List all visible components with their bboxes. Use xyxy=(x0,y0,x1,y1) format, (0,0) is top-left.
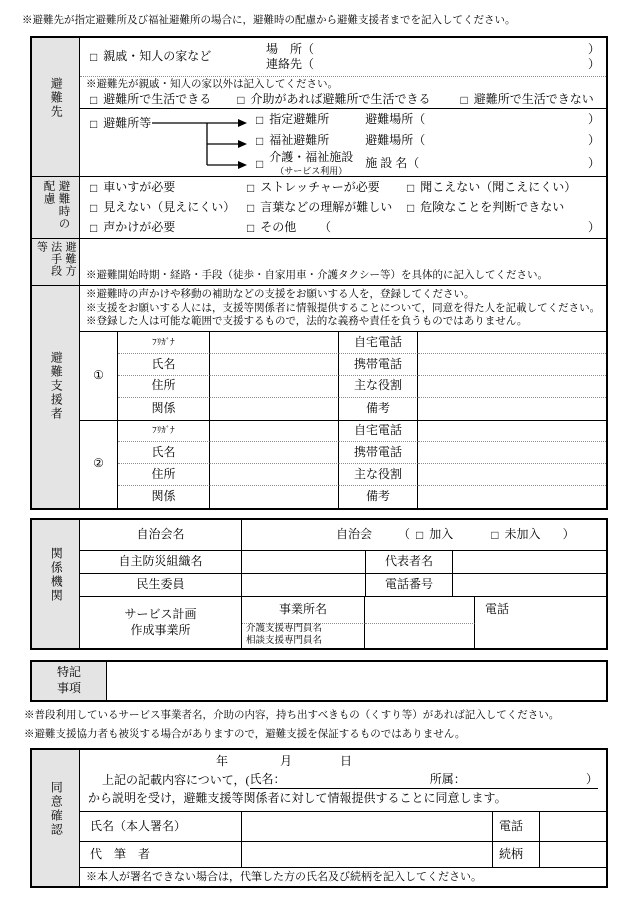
facility-paren-close: ） xyxy=(587,155,600,170)
supporter-2-address-label: 住所 xyxy=(118,464,210,486)
supporter-2-remarks-input[interactable] xyxy=(418,486,606,508)
section-evacuation-site xyxy=(32,38,606,177)
care-item-hearing: 聞こえない（聞こえにくい） xyxy=(420,179,577,194)
supporter-1-relation-label: 関係 xyxy=(118,398,210,420)
bousai-label: 自主防災組織名 xyxy=(80,551,242,573)
evac-site-note: ※避難先が親戚・知人の家以外は記入してください。 xyxy=(86,79,338,91)
checkbox-join[interactable]: □ xyxy=(416,528,424,542)
supporter-1-address-input[interactable] xyxy=(210,376,339,398)
method-input[interactable] xyxy=(80,239,606,269)
checkbox-stretcher[interactable]: □ xyxy=(247,180,255,195)
supporter-1-role-label: 主な役割 xyxy=(339,376,418,398)
designated-place-label: 避難場所（ xyxy=(365,111,426,126)
checkbox-other[interactable]: □ xyxy=(247,220,255,235)
designated-shelter-label: 指定避難所 xyxy=(269,111,330,126)
consent-table xyxy=(30,748,608,888)
service-phone-cell xyxy=(475,597,606,648)
welfare-place-label: 避難場所（ xyxy=(365,132,426,147)
section-care-needs xyxy=(32,177,606,239)
jichikai-row xyxy=(242,520,606,550)
office-name-label: 事業所名 xyxy=(242,597,365,624)
branch-arrows-icon xyxy=(152,112,252,174)
place-paren-close: ） xyxy=(587,41,600,56)
relatives-label: 親戚・知人の家など xyxy=(103,49,212,64)
special-notes-table xyxy=(30,660,608,702)
checkbox-welfare-shelter[interactable]: □ xyxy=(256,133,264,148)
care-item-other: その他 xyxy=(260,219,297,234)
organizations-table xyxy=(30,518,608,650)
other-input[interactable] xyxy=(331,223,588,233)
jichikai-name-input[interactable] xyxy=(242,530,336,540)
consent-phone-input[interactable] xyxy=(540,812,606,841)
top-note: ※避難先が指定避難所及び福祉避難所の場合に，避難時の配慮から避難支援者までを記入してください。 xyxy=(22,15,516,26)
care-item-vision: 見えない（見えにくい） xyxy=(103,199,236,214)
section-label-cell xyxy=(32,750,80,886)
proxy-writer-input[interactable] xyxy=(242,842,493,867)
checkbox-life-option-2[interactable]: □ xyxy=(237,92,245,107)
supporter-2-address-input[interactable] xyxy=(210,464,339,486)
supporter-1-mobile-phone-input[interactable] xyxy=(418,354,606,376)
explainer-name-input[interactable] xyxy=(286,775,430,785)
designated-paren-close: ） xyxy=(587,111,600,126)
place-label: 場 所（ xyxy=(266,41,315,56)
supporter-2-relation-label: 関係 xyxy=(118,486,210,508)
section-label-cell xyxy=(32,286,80,508)
staff-name-input[interactable] xyxy=(365,624,475,648)
life-option-1: 避難所で生活できる xyxy=(103,91,212,106)
special-label-cell xyxy=(32,662,107,700)
supporters-note-3: ※登録した人は可能な範囲で支援するもので，法的な義務や責任を負うものではありません。 xyxy=(86,316,528,328)
consent-statement-line1 xyxy=(80,772,598,789)
supporter-2-name-label: 氏名 xyxy=(118,442,210,464)
stmt-affil-label: 所属： xyxy=(429,772,466,787)
minsei-label: 民生委員 xyxy=(80,574,242,596)
supporter-2-furigana-label: ﾌﾘｶﾞﾅ xyxy=(118,421,210,443)
designated-place-input[interactable] xyxy=(425,115,588,125)
place-input[interactable] xyxy=(314,44,588,54)
section-label-cell xyxy=(32,177,80,238)
date-year-label: 年 xyxy=(216,754,229,769)
consent-date-row xyxy=(80,754,598,770)
contact-input[interactable] xyxy=(314,60,588,70)
section-supporters xyxy=(32,286,606,508)
office-name-input[interactable] xyxy=(365,597,475,624)
care-facility-label: 介護・福祉施設 xyxy=(269,150,354,165)
section-label-cell xyxy=(32,239,80,285)
supporter-2-role-label: 主な役割 xyxy=(339,464,418,486)
relation-input[interactable] xyxy=(540,842,606,867)
jichikai-name-label: 自治会名 xyxy=(80,520,242,550)
supporters-label: 避難支援者 xyxy=(49,351,64,421)
supporter-2-relation-input[interactable] xyxy=(210,486,339,508)
checkbox-life-option-3[interactable]: □ xyxy=(460,92,468,107)
welfare-paren-close: ） xyxy=(587,132,600,147)
method-label: 避難方法手段等 xyxy=(35,241,76,277)
life-option-3: 避難所で生活できない xyxy=(473,91,594,106)
evac-site-label: 避難先 xyxy=(49,77,64,119)
explainer-affil-input[interactable] xyxy=(466,775,586,785)
checkbox-designated-shelter[interactable]: □ xyxy=(256,112,264,127)
service-office-label-2: 作成事業所 xyxy=(130,622,191,637)
supporter-1-address-label: 住所 xyxy=(118,376,210,398)
daihyo-input[interactable] xyxy=(453,551,606,573)
special-label-1: 特記 xyxy=(56,665,81,680)
supporter-2-name-input[interactable] xyxy=(210,442,339,464)
welfare-shelter-label: 福祉避難所 xyxy=(269,132,330,147)
section-evacuation-method xyxy=(32,239,606,286)
checkbox-voice[interactable]: □ xyxy=(90,220,98,235)
proxy-writer-label: 代 筆 者 xyxy=(80,842,242,867)
other-paren-close: ） xyxy=(587,219,600,234)
tel-number-label: 電話番号 xyxy=(366,574,453,596)
daihyo-label: 代表者名 xyxy=(366,551,453,573)
supporter-2-home-phone-input[interactable] xyxy=(418,421,606,443)
contact-paren-close: ） xyxy=(587,57,600,72)
supporter-1-home-phone-input[interactable] xyxy=(418,332,606,354)
supporter-2-home-phone-label: 自宅電話 xyxy=(339,421,418,443)
care-item-stretcher: ストレッチャーが必要 xyxy=(260,179,380,194)
checkbox-judgement[interactable]: □ xyxy=(407,200,415,215)
supporter-2-role-input[interactable] xyxy=(418,464,606,486)
shelter-branch-area xyxy=(80,109,606,176)
care-facility-sub-label: （サービス利用） xyxy=(275,165,348,176)
supporter-2-mobile-phone-input[interactable] xyxy=(418,442,606,464)
supporter-1-name-label: 氏名 xyxy=(118,354,210,376)
relation-label: 続柄 xyxy=(493,842,540,867)
date-month-label: 月 xyxy=(280,754,293,769)
facility-name-label: 施 設 名（ xyxy=(365,155,420,170)
supporter-block-2 xyxy=(80,421,606,509)
jichikai-text: 自治会 xyxy=(336,527,373,542)
other-paren-open: （ xyxy=(319,219,332,234)
supporter-1-relation-input[interactable] xyxy=(210,398,339,420)
care-label: 避難時の配慮 xyxy=(42,179,70,230)
checkbox-care-facility[interactable]: □ xyxy=(256,156,264,171)
care-item-judgement: 危険なことを判断できない xyxy=(420,199,565,214)
special-label-2: 事項 xyxy=(56,681,81,695)
care-item-voice: 声かけが必要 xyxy=(103,219,176,234)
supporter-1-number: ① xyxy=(80,332,118,420)
checkbox-life-option-1[interactable]: □ xyxy=(90,92,98,107)
stmt-paren-close: ） xyxy=(585,772,598,787)
consent-statement-line2: から説明を受け，避難支援等関係者に対して情報提供することに同意します。 xyxy=(88,791,507,806)
section-label-cell xyxy=(32,520,80,648)
jichikai-paren-close: ） xyxy=(562,527,575,542)
join-label: 加入 xyxy=(429,527,454,542)
care-manager-label: 介護支援専門員名 xyxy=(246,624,323,635)
supporters-note-1: ※避難時の声かけや移動の補助などの支援をお願いする人を，登録してください。 xyxy=(86,289,475,301)
contact-label: 連絡先（ xyxy=(266,57,315,72)
stmt-name-label: 氏名： xyxy=(249,772,286,787)
tel-number-input[interactable] xyxy=(453,574,606,596)
minsei-input[interactable] xyxy=(242,574,366,596)
bottom-note-1: ※普段利用しているサービス事業者名，介助の内容，持ち出すべきもの（くすり等）があれば記入してください。 xyxy=(24,710,560,721)
welfare-place-input[interactable] xyxy=(425,136,588,146)
supporter-1-remarks-input[interactable] xyxy=(418,398,606,420)
not-join-label: 未加入 xyxy=(504,527,541,542)
supporter-1-role-input[interactable] xyxy=(418,376,606,398)
special-notes-input[interactable] xyxy=(107,662,606,700)
service-phone-label: 電話 xyxy=(485,602,510,616)
supporter-1-mobile-phone-label: 携帯電話 xyxy=(339,354,418,376)
consent-note: ※本人が署名できない場合は，代筆した方の氏名及び続柄を記入してください。 xyxy=(86,870,482,883)
facility-name-input[interactable] xyxy=(419,159,588,169)
supporter-1-remarks-label: 備考 xyxy=(339,398,418,420)
stmt-prefix: 上記の記載内容について，( xyxy=(102,772,250,787)
supporter-2-number: ② xyxy=(80,421,118,509)
consent-label: 同意確認 xyxy=(49,781,64,837)
supporter-1-home-phone-label: 自宅電話 xyxy=(339,332,418,354)
care-item-understanding: 言葉などの理解が難しい xyxy=(260,199,393,214)
supporter-block-1 xyxy=(80,332,606,421)
checkbox-wheelchair[interactable]: □ xyxy=(90,180,98,195)
main-table xyxy=(30,36,608,510)
supporter-2-mobile-phone-label: 携帯電話 xyxy=(339,442,418,464)
consent-phone-label: 電話 xyxy=(493,812,540,841)
supporter-2-remarks-label: 備考 xyxy=(339,486,418,508)
method-note: ※避難開始時期・経路・手段（徒歩・自家用車・介護タクシー等）を具体的に記入してください。 xyxy=(86,270,548,282)
self-sign-label: 氏名（本人署名） xyxy=(80,812,242,841)
bottom-note-2: ※避難支援協力者も被災する場合がありますので，避難支援を保証するものではありません。 xyxy=(24,729,466,740)
life-option-2: 介助があれば避難所で生活できる xyxy=(250,91,431,106)
shelter-label: 避難所等 xyxy=(103,116,152,130)
supporters-note-2: ※支援をお願いする人には，支援等関係者に情報提供することについて，同意を得た人を記載してください。 xyxy=(86,302,601,314)
jichikai-paren-open: （ xyxy=(398,527,411,542)
service-office-label-1: サービス計画 xyxy=(124,606,197,621)
checkbox-relatives[interactable]: □ xyxy=(90,50,98,65)
checkbox-not-join[interactable]: □ xyxy=(491,528,499,542)
checkbox-hearing[interactable]: □ xyxy=(407,180,415,195)
checkbox-understanding[interactable]: □ xyxy=(247,200,255,215)
date-day-label: 日 xyxy=(340,754,353,769)
section-label-cell xyxy=(32,38,80,176)
supporter-1-name-input[interactable] xyxy=(210,354,339,376)
checkbox-shelter[interactable]: □ xyxy=(90,116,98,131)
supporter-2-furigana-input[interactable] xyxy=(210,421,339,443)
supporter-1-furigana-label: ﾌﾘｶﾞﾅ xyxy=(118,332,210,354)
organizations-label: 関係機関 xyxy=(49,547,64,603)
supporter-1-furigana-input[interactable] xyxy=(210,332,339,354)
consult-staff-label: 相談支援専門員名 xyxy=(246,636,323,646)
bousai-input[interactable] xyxy=(242,551,366,573)
self-sign-input[interactable] xyxy=(242,812,493,841)
care-item-wheelchair: 車いすが必要 xyxy=(103,179,176,194)
checkbox-vision[interactable]: □ xyxy=(90,200,98,215)
